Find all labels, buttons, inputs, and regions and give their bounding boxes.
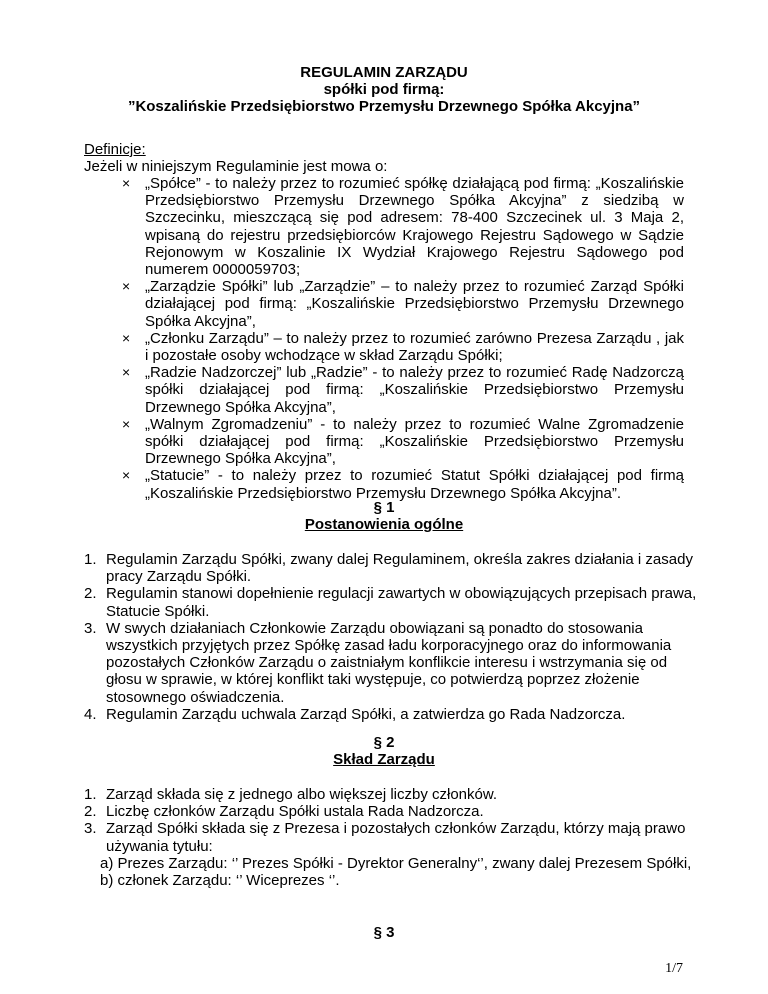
section-2-sublist (100, 855, 700, 889)
definitions-heading-text: Definicje: (84, 141, 146, 158)
list-item (122, 467, 684, 502)
item-text: W swych działaniach Członkowie Zarządu obowiązani są ponadto do stosowania wszystkich przyjętych przez Spółkę zasad ładu korporacyjnego oraz do informowania pozostałych Członków Zarządu o zaistniałym konflikcie interesu i wstrzymania się od głosu w sprawie, w której konflikt taki występuje, co potwierdzą poprzez złożenie stosownego oświadczenia. (106, 619, 672, 706)
list-item: a) Prezes Zarządu: ‘’ Prezes Spółki - Dyrektor Generalny‘’, zwany dalej Prezesem Spółki, (100, 855, 692, 872)
list-item: b) członek Zarządu: ‘’ Wiceprezes ‘’. (100, 872, 340, 890)
section-2-list (84, 786, 704, 855)
definitions-list (122, 175, 684, 502)
list-item (84, 820, 704, 854)
definitions-heading (84, 141, 684, 158)
list-item (122, 415, 684, 468)
section-3-heading (84, 924, 684, 941)
section-2-title: Skład Zarządu (333, 751, 435, 769)
times-bullet-icon: × (122, 278, 131, 295)
item-number: 4. (84, 705, 97, 723)
section-1-heading (84, 499, 684, 533)
item-text: Zarząd Spółki składa się z Prezesa i pozostałych członków Zarządu, którzy mają prawo używania tytułu: (106, 820, 686, 855)
list-item (84, 706, 704, 723)
definition-text: „Walnym Zgromadzeniu” - to należy przez to rozumieć Walne Zgromadzenie spółki działającej pod firmą: „Koszalińskie Przedsiębiorstwo Przemysłu Drzewnego Spółka Akcyjna”, (145, 415, 684, 468)
item-number: 1. (84, 786, 97, 803)
list-item (84, 803, 704, 820)
title-line-1: REGULAMIN ZARZĄDU (300, 64, 468, 81)
definition-text: „Zarządzie Spółki” lub „Zarządzie” – to należy przez to rozumieć Zarząd Spółki działającej pod firmą: „Koszalińskie Przedsiębiorstwo Przemysłu Drzewnego Spółka Akcyjna”, (145, 278, 684, 330)
list-item (122, 278, 684, 330)
item-text: Regulamin Zarządu uchwala Zarząd Spółki, a zatwierdza go Rada Nadzorcza. (106, 705, 626, 723)
item-text: Zarząd składa się z jednego albo większej liczby członków. (106, 786, 498, 803)
definition-text: „Statucie” - to należy przez to rozumieć Statut Spółki działającej pod firmą „Koszalińskie Przedsiębiorstwo Przemysłu Drzewnego Spółka Akcyjna”. (145, 467, 684, 502)
definition-text: „Radzie Nadzorczej” lub „Radzie” - to należy przez to rozumieć Radę Nadzorczą spółki działającej pod firmą: „Koszalińskie Przedsiębiorstwo Przemysłu Drzewnego Spółka Akcyjna”, (145, 364, 684, 416)
definition-text: „Spółce” - to należy przez to rozumieć spółkę działającą pod firmą: „Koszalińskie Przedsiębiorstwo Przemysłu Drzewnego Spółka Akcyjna” z siedzibą w Szczecinku, mieszczącą się pod adresem: 78-400 Szczecinek ul. 3 Maja 2, wpisaną do rejestru przedsiębiorców Krajowego Rejestru Sądowego w Sądzie Rejonowym w Koszalinie IX Wydział Krajowego Rejestru Sądowego pod numerem 0000059703; (145, 175, 684, 279)
item-number: 3. (84, 820, 97, 838)
section-1-list (84, 551, 704, 723)
item-number: 3. (84, 619, 97, 637)
list-item (122, 175, 684, 279)
times-bullet-icon: × (122, 415, 131, 432)
definitions-intro: Jeżeli w niniejszym Regulaminie jest mowa o: (84, 158, 388, 175)
list-item (84, 620, 704, 706)
item-number: 2. (84, 585, 97, 603)
times-bullet-icon: × (122, 467, 131, 484)
item-number: 1. (84, 551, 97, 568)
list-item (122, 364, 684, 416)
item-text: Liczbę członków Zarządu Spółki ustala Rada Nadzorcza. (106, 803, 484, 821)
section-1-symbol: § 1 (373, 499, 395, 516)
page-number: 1/7 (665, 961, 683, 976)
title-line-3: ”Koszalińskie Przedsiębiorstwo Przemysłu Drzewnego Spółka Akcyjna” (127, 98, 641, 116)
times-bullet-icon: × (122, 329, 131, 346)
document-title (84, 64, 684, 116)
list-item (122, 329, 684, 365)
list-item (84, 786, 704, 803)
section-2-heading (84, 734, 684, 768)
section-2-symbol: § 2 (373, 734, 395, 751)
list-item (84, 551, 704, 585)
definition-text: „Członku Zarządu” – to należy przez to rozumieć zarówno Prezesa Zarządu , jak i pozostałe osoby wchodzące w skład Zarządu Spółki; (145, 329, 684, 365)
title-line-2: spółki pod firmą: (323, 81, 445, 99)
item-text: Regulamin stanowi dopełnienie regulacji zawartych w obowiązujących przepisach prawa, Statucie Spółki. (106, 585, 697, 620)
list-item (84, 585, 704, 619)
times-bullet-icon: × (122, 175, 131, 191)
item-text: Regulamin Zarządu Spółki, zwany dalej Regulaminem, określa zakres działania i zasady pracy Zarządu Spółki. (106, 551, 693, 586)
section-3-symbol: § 3 (373, 924, 395, 941)
section-1-title: Postanowienia ogólne (304, 516, 464, 534)
item-number: 2. (84, 803, 97, 821)
times-bullet-icon: × (122, 364, 131, 381)
